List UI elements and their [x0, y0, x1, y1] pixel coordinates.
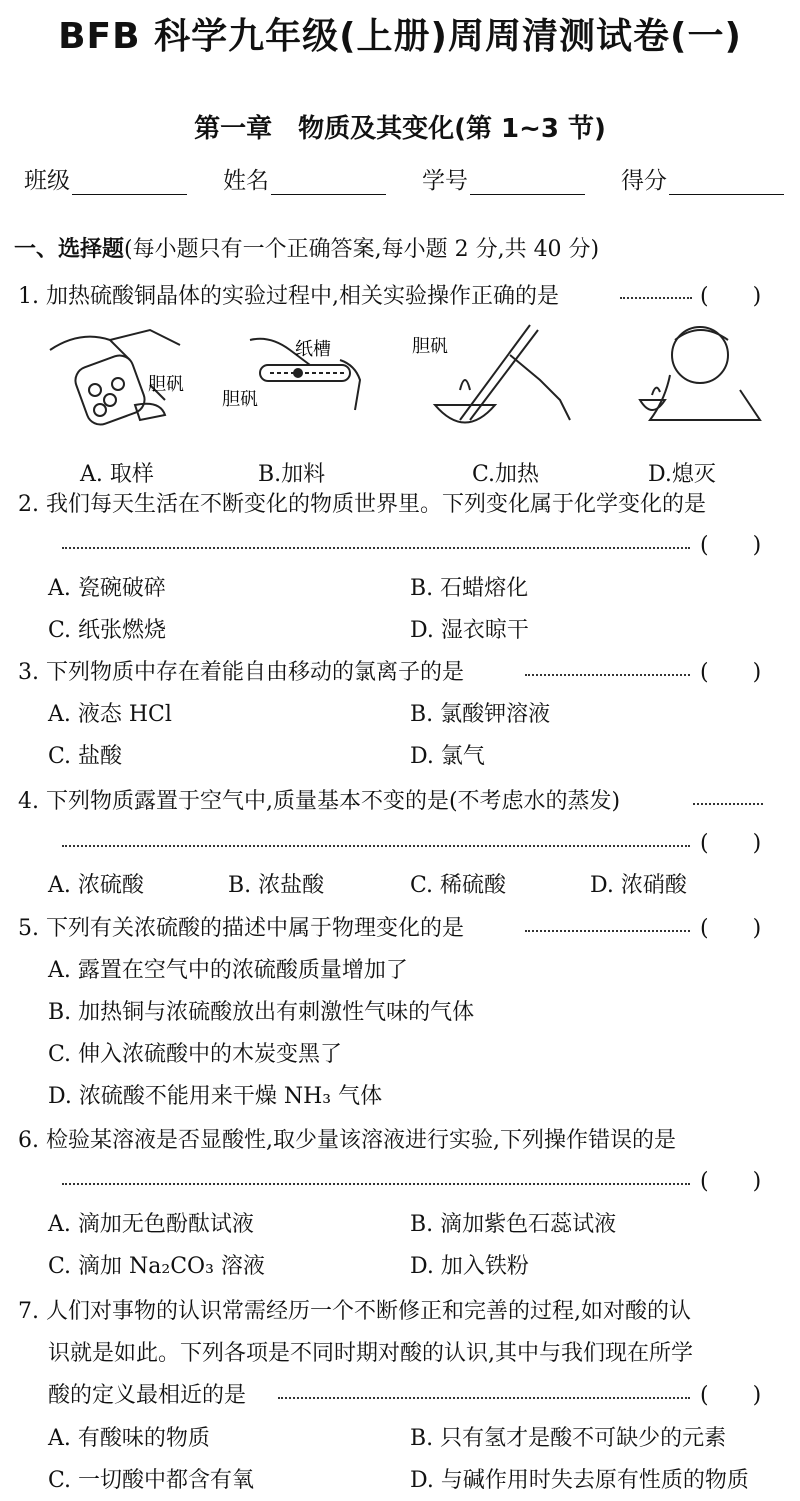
q2-option-b[interactable]: B. 石蜡熔化	[410, 576, 529, 601]
q4-option-d[interactable]: D. 浓硝酸	[590, 873, 687, 898]
q6-option-d[interactable]: D. 加入铁粉	[410, 1254, 529, 1279]
section-title: 一、选择题	[14, 237, 125, 262]
answer-leader-dots	[62, 1183, 690, 1185]
figure-label-b: 胆矾	[222, 389, 258, 410]
question-7-stem-line-1: 7. 人们对事物的认识常需经历一个不断修正和完善的过程,如对酸的认	[18, 1299, 691, 1324]
answer-leader-dots	[693, 803, 763, 805]
student-id-blank[interactable]	[470, 170, 585, 195]
q7-option-b[interactable]: B. 只有氢才是酸不可缺少的元素	[410, 1426, 727, 1451]
q3-option-c[interactable]: C. 盐酸	[48, 744, 123, 769]
q7-option-c[interactable]: C. 一切酸中都含有氧	[48, 1468, 255, 1493]
q4-option-c[interactable]: C. 稀硫酸	[410, 873, 507, 898]
name-field: 姓名	[223, 162, 386, 195]
answer-blank-2[interactable]: ( )	[700, 533, 762, 558]
extinguish-illustration	[640, 327, 760, 420]
q7-option-a[interactable]: A. 有酸味的物质	[48, 1426, 210, 1451]
q4-option-a[interactable]: A. 浓硫酸	[48, 873, 144, 898]
answer-leader-dots	[278, 1397, 690, 1399]
q2-option-c[interactable]: C. 纸张燃烧	[48, 618, 167, 643]
answer-blank-5[interactable]: ( )	[700, 916, 762, 941]
section-heading	[14, 232, 599, 263]
answer-leader-dots	[620, 297, 692, 299]
figure-option-a[interactable]: A. 取样	[80, 462, 154, 487]
answer-leader-dots	[525, 930, 690, 932]
page-title: BFB 科学九年级(上册)周周清测试卷(一)	[58, 16, 742, 57]
q5-option-a[interactable]: A. 露置在空气中的浓硫酸质量增加了	[48, 958, 408, 983]
answer-blank-4[interactable]: ( )	[700, 831, 762, 856]
q6-option-b[interactable]: B. 滴加紫色石蕊试液	[410, 1212, 617, 1237]
figure-label-a: 胆矾	[148, 374, 184, 395]
question-7-stem-line-3: 酸的定义最相近的是	[48, 1383, 247, 1408]
chapter-subtitle: 第一章 物质及其变化(第 1~3 节)	[194, 114, 606, 144]
question-3-stem: 3. 下列物质中存在着能自由移动的氯离子的是	[18, 660, 464, 685]
q3-option-a[interactable]: A. 液态 HCl	[48, 702, 172, 727]
q3-option-b[interactable]: B. 氯酸钾溶液	[410, 702, 551, 727]
question-1-stem: 1. 加热硫酸铜晶体的实验过程中,相关实验操作正确的是	[18, 284, 559, 309]
q5-option-c[interactable]: C. 伸入浓硫酸中的木炭变黑了	[48, 1042, 343, 1067]
figure-option-b[interactable]: B.加料	[258, 462, 326, 487]
figure-label-c: 胆矾	[412, 336, 448, 357]
question-6-stem: 6. 检验某溶液是否显酸性,取少量该溶液进行实验,下列操作错误的是	[18, 1128, 676, 1153]
q6-option-c[interactable]: C. 滴加 Na₂CO₃ 溶液	[48, 1254, 265, 1279]
class-field: 班级	[24, 162, 187, 195]
question-4-stem: 4. 下列物质露置于空气中,质量基本不变的是(不考虑水的蒸发)	[18, 789, 621, 814]
answer-blank-7[interactable]: ( )	[700, 1383, 762, 1408]
q3-option-d[interactable]: D. 氯气	[410, 744, 485, 769]
experiment-figure	[40, 320, 780, 460]
student-info-row	[24, 162, 784, 195]
figure-option-c[interactable]: C.加热	[472, 462, 540, 487]
q6-option-a[interactable]: A. 滴加无色酚酞试液	[48, 1212, 254, 1237]
figure-option-d[interactable]: D.熄灭	[648, 462, 716, 487]
class-blank[interactable]	[72, 170, 187, 195]
answer-blank-1[interactable]: ( )	[700, 284, 762, 309]
q5-option-d[interactable]: D. 浓硫酸不能用来干燥 NH₃ 气体	[48, 1084, 383, 1109]
name-blank[interactable]	[271, 170, 386, 195]
answer-blank-3[interactable]: ( )	[700, 660, 762, 685]
answer-leader-dots	[62, 547, 690, 549]
q2-option-a[interactable]: A. 瓷碗破碎	[48, 576, 166, 601]
question-2-stem: 2. 我们每天生活在不断变化的物质世界里。下列变化属于化学变化的是	[18, 492, 706, 517]
section-note: (每小题只有一个正确答案,每小题 2 分,共 40 分)	[124, 237, 600, 262]
answer-blank-6[interactable]: ( )	[700, 1169, 762, 1194]
answer-leader-dots	[525, 674, 690, 676]
question-5-stem: 5. 下列有关浓硫酸的描述中属于物理变化的是	[18, 916, 464, 941]
question-7-stem-line-2: 识就是如此。下列各项是不同时期对酸的认识,其中与我们现在所学	[48, 1341, 693, 1366]
q7-option-d[interactable]: D. 与碱作用时失去原有性质的物质	[410, 1468, 749, 1493]
q4-option-b[interactable]: B. 浓盐酸	[228, 873, 325, 898]
score-field: 得分	[621, 162, 784, 195]
q5-option-b[interactable]: B. 加热铜与浓硫酸放出有刺激性气味的气体	[48, 1000, 475, 1025]
answer-leader-dots	[62, 845, 690, 847]
student-id-field: 学号	[422, 162, 585, 195]
figure-label-paper-trough: 纸槽	[295, 339, 331, 360]
q2-option-d[interactable]: D. 湿衣晾干	[410, 618, 529, 643]
heating-illustration	[435, 325, 570, 423]
score-blank[interactable]	[669, 170, 784, 195]
